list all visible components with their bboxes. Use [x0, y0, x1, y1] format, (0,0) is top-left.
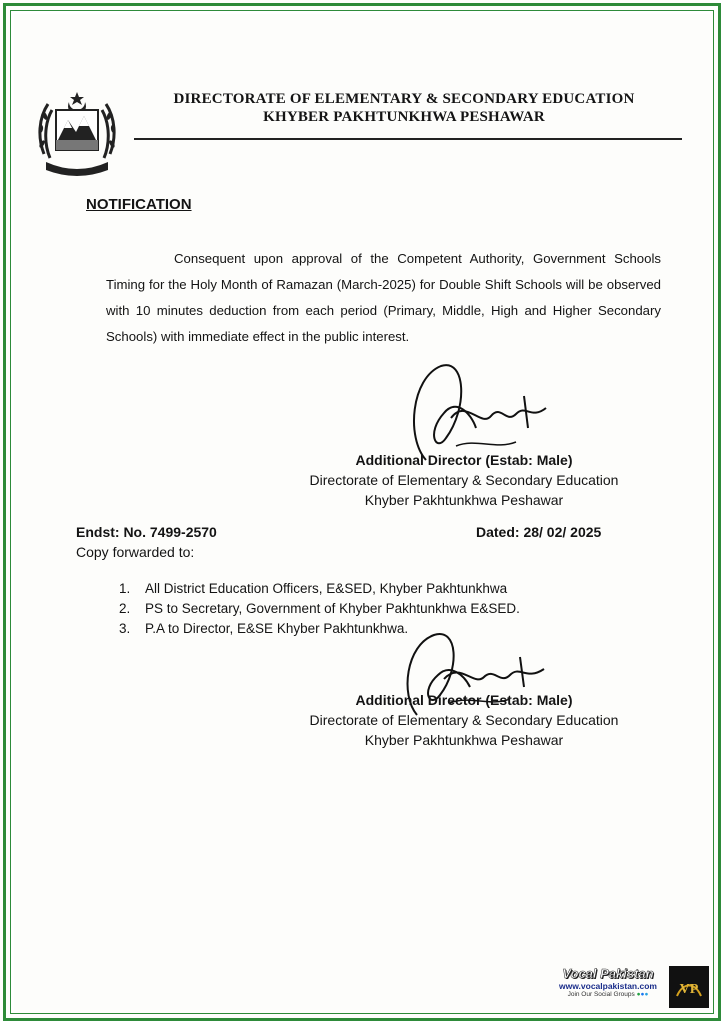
document-page [14, 14, 710, 1010]
signatory-title: Additional Director (Estab: Male) [355, 692, 573, 708]
directorate-header [134, 90, 674, 126]
vocal-pakistan-watermark [549, 966, 709, 1008]
list-item: 2. PS to Secretary, Government of Khyber Pakhtunkhwa E&SED. [119, 601, 520, 616]
signatory-title: Additional Director (Estab: Male) [355, 452, 573, 468]
header-line-2: KHYBER PAKHTUNKHWA PESHAWAR [263, 109, 545, 125]
notification-body: Consequent upon approval of the Competent Authority, Government Schools Timing for the Holy Month of Ramazan (March-2025) for Double Shift Schools will be observed with 10 minutes deduction from each period (Primary, Middle, High and Higher Secondary Schools) with immediate effect in the public interest. [106, 251, 661, 344]
list-item: 1. All District Education Officers, E&SED, Khyber Pakhtunkhwa [119, 581, 508, 596]
list-item: 3. P.A to Director, E&SE Khyber Pakhtunkhwa. [119, 621, 409, 636]
signature-block-2 [294, 690, 634, 750]
endorsement-date: Dated: 28/ 02/ 2025 [476, 524, 602, 540]
signatory-location: Khyber Pakhtunkhwa Peshawar [364, 732, 564, 748]
header-rule [134, 138, 682, 140]
signatory-location: Khyber Pakhtunkhwa Peshawar [364, 492, 564, 508]
watermark-join: Join Our Social Groups ●●● [567, 991, 649, 998]
kp-government-emblem-icon [36, 84, 118, 180]
endorsement-number: Endst: No. 7499-2570 [76, 524, 217, 540]
header-line-1: DIRECTORATE OF ELEMENTARY & SECONDARY EDUCATION [173, 91, 635, 107]
signature-block-1 [294, 450, 634, 510]
notification-heading: NOTIFICATION [86, 196, 192, 213]
svg-text:VP: VP [679, 982, 699, 997]
copy-forwarded-label: Copy forwarded to: [76, 544, 195, 560]
signatory-office: Directorate of Elementary & Secondary Education [309, 712, 619, 728]
watermark-title: Vocal Pakistan [562, 966, 654, 981]
watermark-url: www.vocalpakistan.com [559, 981, 657, 991]
signatory-office: Directorate of Elementary & Secondary Education [309, 472, 619, 488]
vocal-pakistan-logo-icon [669, 966, 709, 1008]
